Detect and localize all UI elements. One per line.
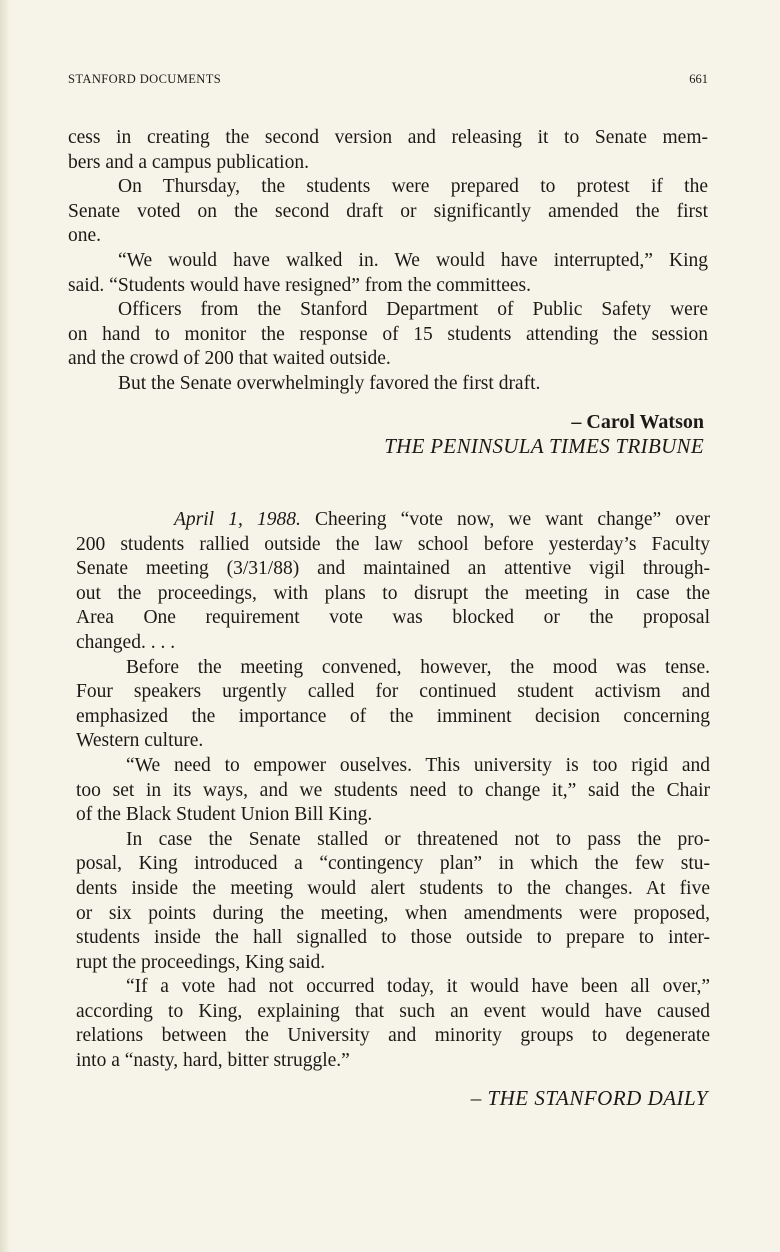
article-2-line: according to King, explaining that such an event would have caused bbox=[76, 1000, 710, 1022]
article-2-line: “We need to empower ouselves. This university is too rigid and bbox=[126, 754, 710, 776]
article-2-line: too set in its ways, and we students need to change it,” said the Chair bbox=[76, 779, 710, 801]
article-2-line: changed. . . . bbox=[76, 631, 176, 653]
article-1-line: bers and a campus publication. bbox=[68, 151, 309, 173]
article-2-line: Area One requirement vote was blocked or the proposal bbox=[76, 607, 710, 629]
article-2-line: posal, King introduced a “contingency plan” in which the few stu- bbox=[76, 853, 710, 875]
article-1-line: “We would have walked in. We would have interrupted,” King bbox=[118, 249, 708, 271]
article-2-line: into a “nasty, hard, bitter struggle.” bbox=[76, 1050, 350, 1072]
article-2-line: relations between the University and minority groups to degenerate bbox=[76, 1025, 710, 1047]
article-1-line: On Thursday, the students were prepared to protest if the bbox=[118, 176, 708, 198]
article-2-line: Four speakers urgently called for continued student activism and bbox=[76, 681, 710, 703]
article-2-first-line bbox=[76, 508, 710, 533]
article-2-line: students inside the hall signalled to those outside to prepare to inter- bbox=[76, 927, 710, 949]
article-2-line: emphasized the importance of the imminent decision concerning bbox=[76, 705, 710, 727]
article-2-body bbox=[76, 508, 710, 1074]
running-head: STANFORD DOCUMENTS bbox=[68, 72, 222, 86]
article-2-first-line-text: Cheering “vote now, we want change” over bbox=[315, 509, 711, 530]
article-2-line: In case the Senate stalled or threatened not to pass the pro- bbox=[126, 828, 710, 850]
article-2-dateline: April 1, 1988. bbox=[174, 509, 301, 530]
article-1-source: THE PENINSULA TIMES TRIBUNE bbox=[384, 434, 704, 458]
article-1-line: on hand to monitor the response of 15 students attending the session bbox=[68, 323, 708, 345]
article-2-line: of the Black Student Union Bill King. bbox=[76, 804, 373, 826]
article-2-line: Before the meeting convened, however, the mood was tense. bbox=[126, 656, 710, 678]
article-1-line: and the crowd of 200 that waited outside. bbox=[68, 348, 391, 370]
article-1-line: But the Senate overwhelmingly favored the first draft. bbox=[118, 372, 541, 394]
article-2-source: – THE STANFORD DAILY bbox=[470, 1086, 708, 1110]
page-header bbox=[68, 72, 708, 92]
article-1-byline: – Carol Watson bbox=[571, 411, 704, 433]
article-1-body bbox=[68, 126, 708, 397]
article-2-line: Senate meeting (3/31/88) and maintained an attentive vigil through- bbox=[76, 558, 710, 580]
article-1-line: one. bbox=[68, 225, 102, 247]
article-2-line: “If a vote had not occurred today, it would have been all over,” bbox=[126, 976, 710, 998]
article-2-line: out the proceedings, with plans to disrupt the meeting in case the bbox=[76, 582, 710, 604]
article-1-line: said. “Students would have resigned” from the committees. bbox=[68, 274, 532, 296]
page-edge-shadow bbox=[0, 0, 10, 1252]
article-2-line: or six points during the meeting, when amendments were proposed, bbox=[76, 902, 710, 924]
article-2-line: Western culture. bbox=[76, 730, 204, 752]
article-1-line: cess in creating the second version and releasing it to Senate mem- bbox=[68, 127, 708, 148]
article-1-line: Senate voted on the second draft or significantly amended the first bbox=[68, 200, 708, 222]
article-2-line: dents inside the meeting would alert students to the changes. At five bbox=[76, 877, 710, 899]
article-2-line: rupt the proceedings, King said. bbox=[76, 951, 326, 973]
page-number: 661 bbox=[689, 72, 708, 86]
article-1-line: Officers from the Stanford Department of Public Safety were bbox=[118, 299, 708, 321]
article-2-line: 200 students rallied outside the law school before yesterday’s Faculty bbox=[76, 533, 710, 555]
